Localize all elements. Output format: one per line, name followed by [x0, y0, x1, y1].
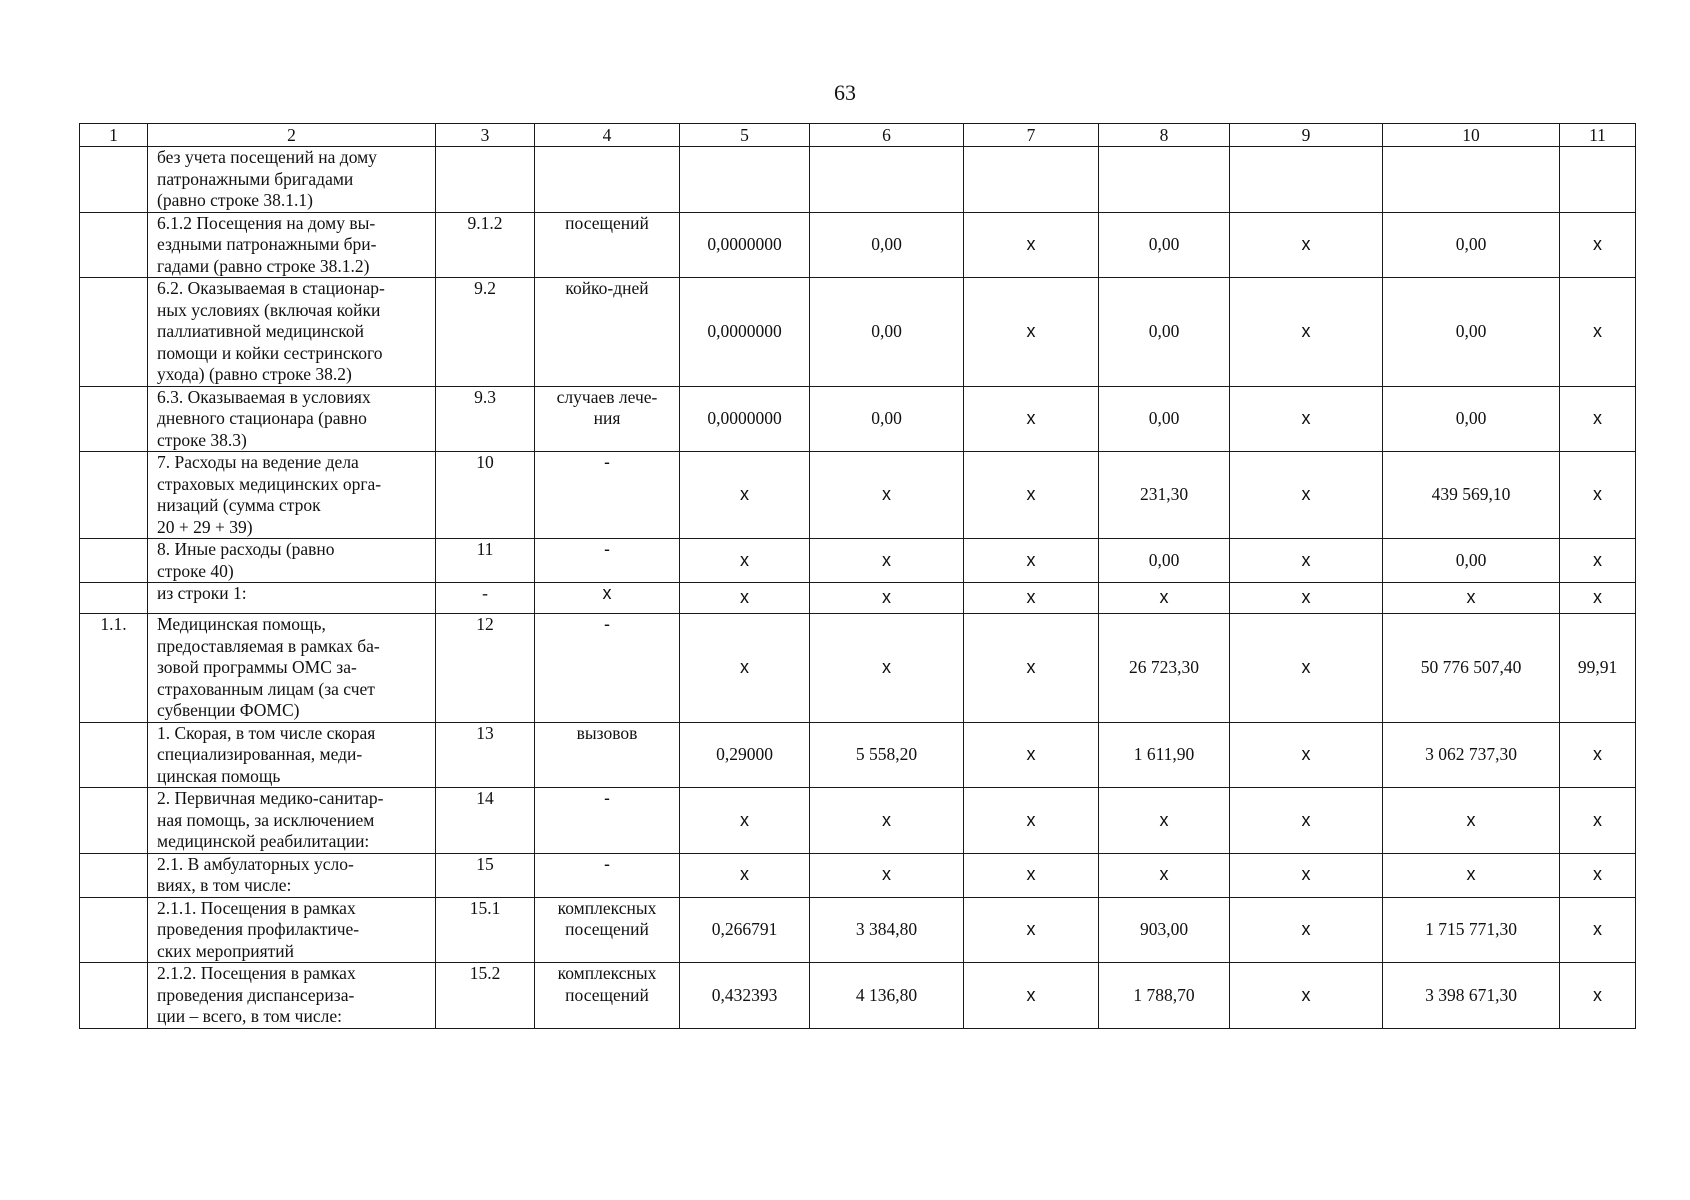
table-cell-col-2: 6.3. Оказываемая в условиях дневного стационара (равно строке 38.3): [148, 386, 436, 452]
table-cell-col-8: 1 788,70: [1099, 963, 1230, 1029]
table-cell-col-6: 0,00: [810, 278, 964, 387]
table-row: [80, 722, 1636, 788]
table-cell-col-7: х: [964, 614, 1099, 723]
table-cell-col-5: 0,0000000: [680, 278, 810, 387]
table-cell-col-11: [1560, 147, 1636, 213]
table-cell-col-9: х: [1230, 212, 1383, 278]
table-cell-col-6: 3 384,80: [810, 897, 964, 963]
table-cell-col-4: х: [535, 583, 680, 614]
table-cell-col-3: 9.3: [436, 386, 535, 452]
table-cell-col-10: х: [1383, 788, 1560, 854]
table-cell-col-11: х: [1560, 722, 1636, 788]
table-cell-col-7: х: [964, 212, 1099, 278]
header-row: [80, 124, 1636, 147]
table-cell-col-2: 7. Расходы на ведение дела страховых медицинских орга- низаций (сумма строк 20 + 29 + 39): [148, 452, 436, 539]
table-cell-col-8: х: [1099, 853, 1230, 897]
table-cell-col-1: [80, 897, 148, 963]
data-table: [79, 123, 1636, 1029]
table-cell-col-4: -: [535, 853, 680, 897]
table-cell-col-10: 1 715 771,30: [1383, 897, 1560, 963]
table-cell-col-9: х: [1230, 963, 1383, 1029]
table-cell-col-11: х: [1560, 212, 1636, 278]
table-row: [80, 212, 1636, 278]
column-header-8: 8: [1099, 124, 1230, 147]
table-cell-col-8: 0,00: [1099, 212, 1230, 278]
table-cell-col-1: [80, 212, 148, 278]
column-header-2: 2: [148, 124, 436, 147]
table-cell-col-6: 0,00: [810, 386, 964, 452]
table-cell-col-3: 9.2: [436, 278, 535, 387]
table-cell-col-6: х: [810, 614, 964, 723]
table-cell-col-10: 0,00: [1383, 212, 1560, 278]
table-cell-col-5: х: [680, 452, 810, 539]
table-row: [80, 539, 1636, 583]
table-cell-col-5: х: [680, 583, 810, 614]
table-cell-col-5: 0,29000: [680, 722, 810, 788]
column-header-10: 10: [1383, 124, 1560, 147]
table-cell-col-1: [80, 539, 148, 583]
table-cell-col-11: х: [1560, 278, 1636, 387]
table-cell-col-3: 10: [436, 452, 535, 539]
table-cell-col-5: х: [680, 853, 810, 897]
table-cell-col-5: х: [680, 788, 810, 854]
table-row: [80, 788, 1636, 854]
table-row: [80, 614, 1636, 723]
table-cell-col-7: х: [964, 722, 1099, 788]
column-header-6: 6: [810, 124, 964, 147]
table-cell-col-8: 0,00: [1099, 278, 1230, 387]
table-cell-col-7: х: [964, 539, 1099, 583]
table-cell-col-8: х: [1099, 583, 1230, 614]
table-cell-col-2: 6.2. Оказываемая в стационар- ных условиях (включая койки паллиативной медицинской помощи и койки сестринского ухода) (равно строке 38.2): [148, 278, 436, 387]
column-header-4: 4: [535, 124, 680, 147]
page-number: 63: [834, 80, 856, 105]
table-cell-col-10: 439 569,10: [1383, 452, 1560, 539]
table-cell-col-5: 0,432393: [680, 963, 810, 1029]
table-cell-col-11: х: [1560, 963, 1636, 1029]
table-cell-col-3: 11: [436, 539, 535, 583]
table-cell-col-10: х: [1383, 583, 1560, 614]
table-cell-col-4: вызовов: [535, 722, 680, 788]
table-row: [80, 583, 1636, 614]
table-cell-col-4: случаев лече- ния: [535, 386, 680, 452]
table-cell-col-7: х: [964, 452, 1099, 539]
table-cell-col-1: [80, 963, 148, 1029]
table-cell-col-11: х: [1560, 853, 1636, 897]
table-cell-col-4: -: [535, 614, 680, 723]
table-cell-col-6: х: [810, 788, 964, 854]
table-cell-col-8: 903,00: [1099, 897, 1230, 963]
table-cell-col-4: комплексных посещений: [535, 963, 680, 1029]
table-cell-col-7: х: [964, 853, 1099, 897]
table-cell-col-5: 0,0000000: [680, 386, 810, 452]
table-cell-col-2: Медицинская помощь, предоставляемая в рамках ба- зовой программы ОМС за- страхованным лицам (за счет субвенции ФОМС): [148, 614, 436, 723]
table-cell-col-1: [80, 386, 148, 452]
table-cell-col-11: х: [1560, 897, 1636, 963]
table-cell-col-9: х: [1230, 788, 1383, 854]
table-cell-col-7: х: [964, 897, 1099, 963]
table-row: [80, 452, 1636, 539]
table-cell-col-11: х: [1560, 583, 1636, 614]
table-cell-col-5: [680, 147, 810, 213]
table-cell-col-1: [80, 278, 148, 387]
table-cell-col-2: 2. Первичная медико-санитар- ная помощь, за исключением медицинской реабилитации:: [148, 788, 436, 854]
column-header-1: 1: [80, 124, 148, 147]
table-cell-col-9: х: [1230, 386, 1383, 452]
table-cell-col-8: [1099, 147, 1230, 213]
table-cell-col-2: без учета посещений на дому патронажными бригадами (равно строке 38.1.1): [148, 147, 436, 213]
table-cell-col-6: 0,00: [810, 212, 964, 278]
table-cell-col-7: х: [964, 788, 1099, 854]
table-cell-col-4: -: [535, 539, 680, 583]
table-row: [80, 386, 1636, 452]
table-cell-col-9: х: [1230, 539, 1383, 583]
table-cell-col-1: [80, 722, 148, 788]
table-cell-col-3: 15: [436, 853, 535, 897]
table-cell-col-2: 2.1.2. Посещения в рамках проведения диспансериза- ции – всего, в том числе:: [148, 963, 436, 1029]
column-header-7: 7: [964, 124, 1099, 147]
table-cell-col-9: [1230, 147, 1383, 213]
table-cell-col-5: х: [680, 539, 810, 583]
table-body: [80, 124, 1636, 1029]
table-cell-col-7: х: [964, 963, 1099, 1029]
table-cell-col-10: х: [1383, 853, 1560, 897]
table-cell-col-6: 5 558,20: [810, 722, 964, 788]
table-cell-col-1: 1.1.: [80, 614, 148, 723]
table-cell-col-8: 1 611,90: [1099, 722, 1230, 788]
table-cell-col-1: [80, 788, 148, 854]
table-cell-col-11: х: [1560, 539, 1636, 583]
table-row: [80, 897, 1636, 963]
table-cell-col-5: 0,266791: [680, 897, 810, 963]
table-cell-col-6: х: [810, 583, 964, 614]
table-cell-col-3: 12: [436, 614, 535, 723]
table-cell-col-10: 3 398 671,30: [1383, 963, 1560, 1029]
table-cell-col-7: х: [964, 583, 1099, 614]
table-row: [80, 278, 1636, 387]
table-cell-col-3: 13: [436, 722, 535, 788]
table-cell-col-8: 26 723,30: [1099, 614, 1230, 723]
table-cell-col-6: х: [810, 853, 964, 897]
table-cell-col-6: х: [810, 452, 964, 539]
table-cell-col-6: х: [810, 539, 964, 583]
table-cell-col-1: [80, 147, 148, 213]
table-cell-col-3: 15.2: [436, 963, 535, 1029]
table-cell-col-10: 0,00: [1383, 278, 1560, 387]
table-cell-col-9: х: [1230, 897, 1383, 963]
table-cell-col-8: х: [1099, 788, 1230, 854]
table-cell-col-4: -: [535, 452, 680, 539]
table-cell-col-10: 50 776 507,40: [1383, 614, 1560, 723]
table-cell-col-3: 14: [436, 788, 535, 854]
table-cell-col-1: [80, 853, 148, 897]
table-cell-col-11: х: [1560, 788, 1636, 854]
table-cell-col-2: 8. Иные расходы (равно строке 40): [148, 539, 436, 583]
table-cell-col-4: [535, 147, 680, 213]
table-row: [80, 853, 1636, 897]
table-cell-col-2: из строки 1:: [148, 583, 436, 614]
table-cell-col-6: [810, 147, 964, 213]
table-cell-col-1: [80, 452, 148, 539]
table-cell-col-8: 231,30: [1099, 452, 1230, 539]
table-cell-col-3: 9.1.2: [436, 212, 535, 278]
table-cell-col-3: 15.1: [436, 897, 535, 963]
table-cell-col-11: х: [1560, 452, 1636, 539]
table-cell-col-3: -: [436, 583, 535, 614]
table-cell-col-3: [436, 147, 535, 213]
table-row: [80, 147, 1636, 213]
table-cell-col-8: 0,00: [1099, 386, 1230, 452]
table-cell-col-2: 2.1. В амбулаторных усло- виях, в том числе:: [148, 853, 436, 897]
column-header-3: 3: [436, 124, 535, 147]
table-cell-col-11: х: [1560, 386, 1636, 452]
table-cell-col-4: посещений: [535, 212, 680, 278]
table-cell-col-6: 4 136,80: [810, 963, 964, 1029]
table-cell-col-9: х: [1230, 722, 1383, 788]
table-cell-col-10: 3 062 737,30: [1383, 722, 1560, 788]
table-cell-col-1: [80, 583, 148, 614]
table-cell-col-5: 0,0000000: [680, 212, 810, 278]
table-cell-col-4: -: [535, 788, 680, 854]
table-cell-col-10: 0,00: [1383, 386, 1560, 452]
column-header-11: 11: [1560, 124, 1636, 147]
table-cell-col-9: х: [1230, 278, 1383, 387]
table-cell-col-9: х: [1230, 452, 1383, 539]
table-cell-col-7: х: [964, 386, 1099, 452]
table-cell-col-4: койко-дней: [535, 278, 680, 387]
table-cell-col-9: х: [1230, 614, 1383, 723]
table-cell-col-7: [964, 147, 1099, 213]
table-cell-col-8: 0,00: [1099, 539, 1230, 583]
table-cell-col-7: х: [964, 278, 1099, 387]
table-cell-col-2: 1. Скорая, в том числе скорая специализированная, меди- цинская помощь: [148, 722, 436, 788]
table-cell-col-10: [1383, 147, 1560, 213]
table-cell-col-4: комплексных посещений: [535, 897, 680, 963]
column-header-9: 9: [1230, 124, 1383, 147]
column-header-5: 5: [680, 124, 810, 147]
table-cell-col-10: 0,00: [1383, 539, 1560, 583]
table-cell-col-9: х: [1230, 853, 1383, 897]
table-cell-col-2: 6.1.2 Посещения на дому вы- ездными патронажными бри- гадами (равно строке 38.1.2): [148, 212, 436, 278]
table-cell-col-5: х: [680, 614, 810, 723]
table-row: [80, 963, 1636, 1029]
table-cell-col-9: х: [1230, 583, 1383, 614]
table-cell-col-2: 2.1.1. Посещения в рамках проведения профилактиче- ских мероприятий: [148, 897, 436, 963]
table-cell-col-11: 99,91: [1560, 614, 1636, 723]
